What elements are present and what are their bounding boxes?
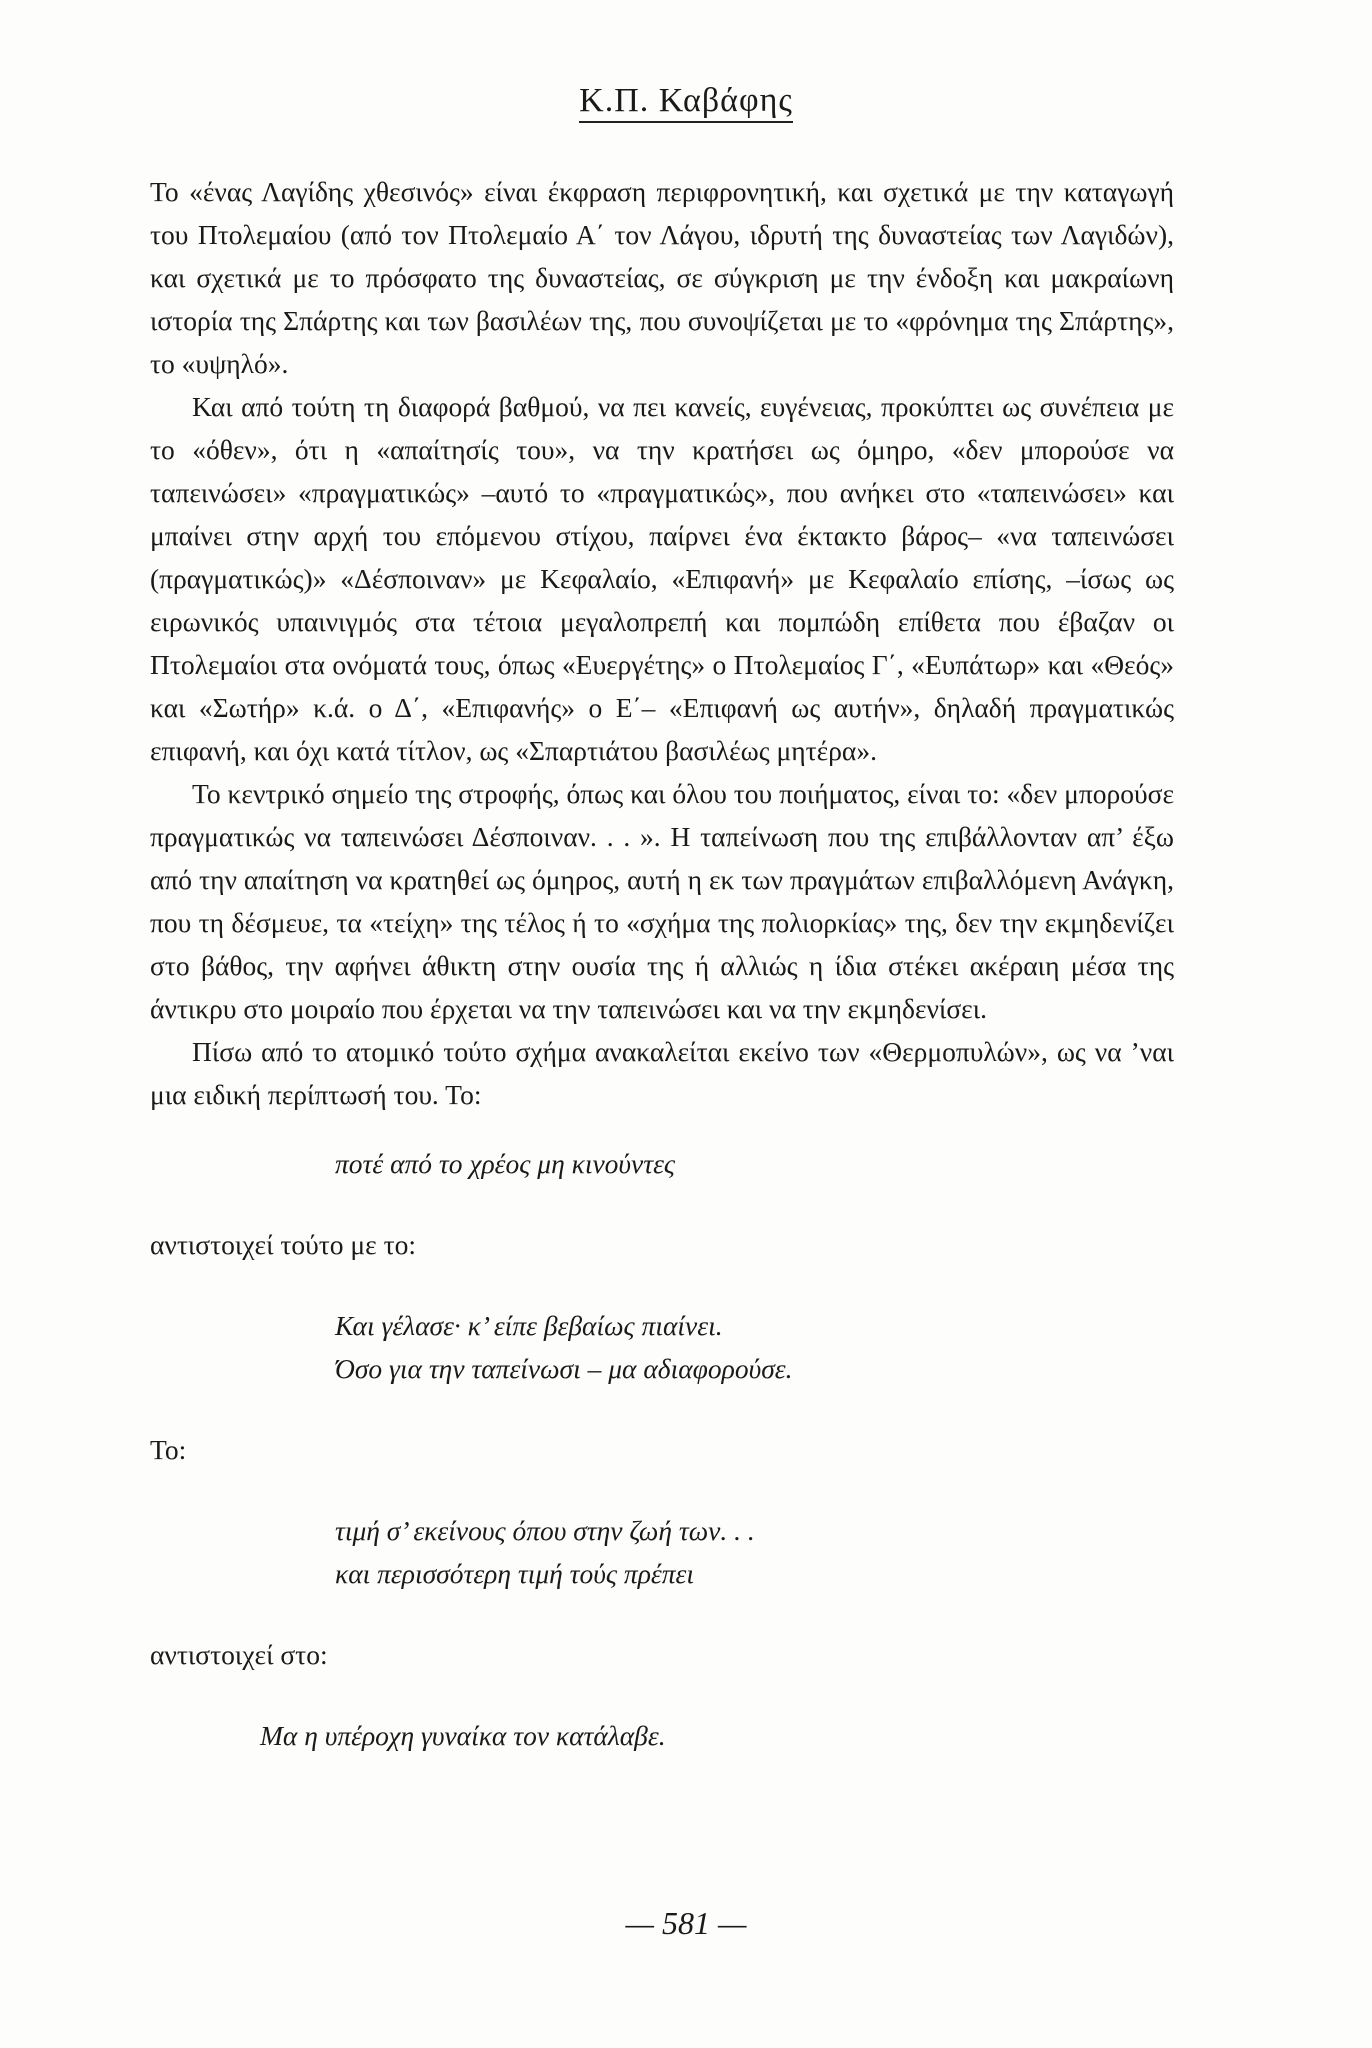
author-name: Κ.Π. Καβάφης <box>579 82 793 123</box>
cue-text-1: αντιστοιχεί τούτο με το: <box>150 1229 417 1260</box>
paragraph-4: Πίσω από το ατομικό τούτο σχήμα ανακαλείται εκείνο των «Θερμοπυλών», ως να ’ναι μια ειδική περίπτωσή του. Το: <box>150 1036 1174 1110</box>
running-header <box>0 82 1372 120</box>
page-number: — 581 — <box>625 1905 747 1941</box>
verse-quote-2-line-2: Όσο για την ταπείνωσι – μα αδιαφορούσε. <box>335 1353 793 1384</box>
cue-text-3: αντιστοιχεί στο: <box>150 1639 328 1670</box>
verse-quote-4: Μα η υπέροχη γυναίκα τον κατάλαβε. <box>260 1720 666 1751</box>
paragraph-3: Το κεντρικό σημείο της στροφής, όπως και όλου του ποιήματος, είναι το: «δεν μπορούσε πραγματικώς να ταπεινώσει Δέσποιναν. . . ». Η ταπείνωση που της επιβάλλονταν απ’ έξω από την απαίτηση να κρατηθεί ως όμηρος, αυτή η εκ των πραγμάτων επιβαλλόμενη Ανάγκη, που τη δέσμευε, τα «τείχη» της τέλος ή το «σχήμα της πολιορκίας» της, δεν την εκμηδενίζει στο βάθος, την αφήνει άθικτη στην ουσία της ή αλλιώς η ίδια στέκει ακέραιη μέσα της άντικρυ στο μοιραίο που έρχεται να την ταπεινώσει και να την εκμηδενίσει. <box>150 778 1174 1024</box>
paragraph-2: Και από τούτη τη διαφορά βαθμού, να πει κανείς, ευγένειας, προκύπτει ως συνέπεια με το «όθεν», ότι η «απαίτησίς του», να την κρατήσει ως όμηρο, «δεν μπορούσε να ταπεινώσει» «πραγματικώς» –αυτό το «πραγματικώς», που ανήκει στο «ταπεινώσει» και μπαίνει στην αρχή του επόμενου στίχου, παίρνει ένα έκτακτο βάρος– «να ταπεινώσει (πραγματικώς)» «Δέσποιναν» με Κεφαλαίο, «Επιφανή» με Κεφαλαίο επίσης, –ίσως ως ειρωνικός υπαινιγμός στα τέτοια μεγαλοπρεπή και πομπώδη επίθετα που έβαζαν οι Πτολεμαίοι στα ονόματά τους, όπως «Ευεργέτης» ο Πτολεμαίος Γ΄, «Ευπάτωρ» και «Θεός» και «Σωτήρ» κ.ά. ο Δ΄, «Επιφανής» ο Ε΄– «Επιφανή ως αυτήν», δηλαδή πραγματικώς επιφανή, και όχι κατά τίτλον, ως «Σπαρτιάτου βασιλέως μητέρα». <box>150 391 1174 766</box>
verse-quote-2-line-1: Και γέλασε· κ’ είπε βεβαίως πιαίνει. <box>335 1310 723 1341</box>
verse-quote-3-line-1: τιμή σ’ εκείνους όπου στην ζωή των. . . <box>335 1515 755 1546</box>
cue-text-2: Το: <box>150 1434 187 1465</box>
verse-quote-3-line-2: και περισσότερη τιμή τούς πρέπει <box>335 1558 694 1589</box>
verse-quote-1: ποτέ από το χρέος μη κινούντες <box>335 1148 676 1179</box>
paragraph-1: Το «ένας Λαγίδης χθεσινός» είναι έκφραση περιφρονητική, και σχετικά με την καταγωγή του Πτολεμαίου (από τον Πτολεμαίο Α΄ τον Λάγου, ιδρυτή της δυναστείας των Λαγιδών), και σχετικά με το πρόσφατο της δυναστείας, σε σύγκριση με την ένδοξη και μακραίωνη ιστορία της Σπάρτης και των βασιλέων της, που συνοψίζεται με το «φρόνημα της Σπάρτης», το «υψηλό». <box>150 176 1174 379</box>
page-body <box>150 170 1174 1757</box>
